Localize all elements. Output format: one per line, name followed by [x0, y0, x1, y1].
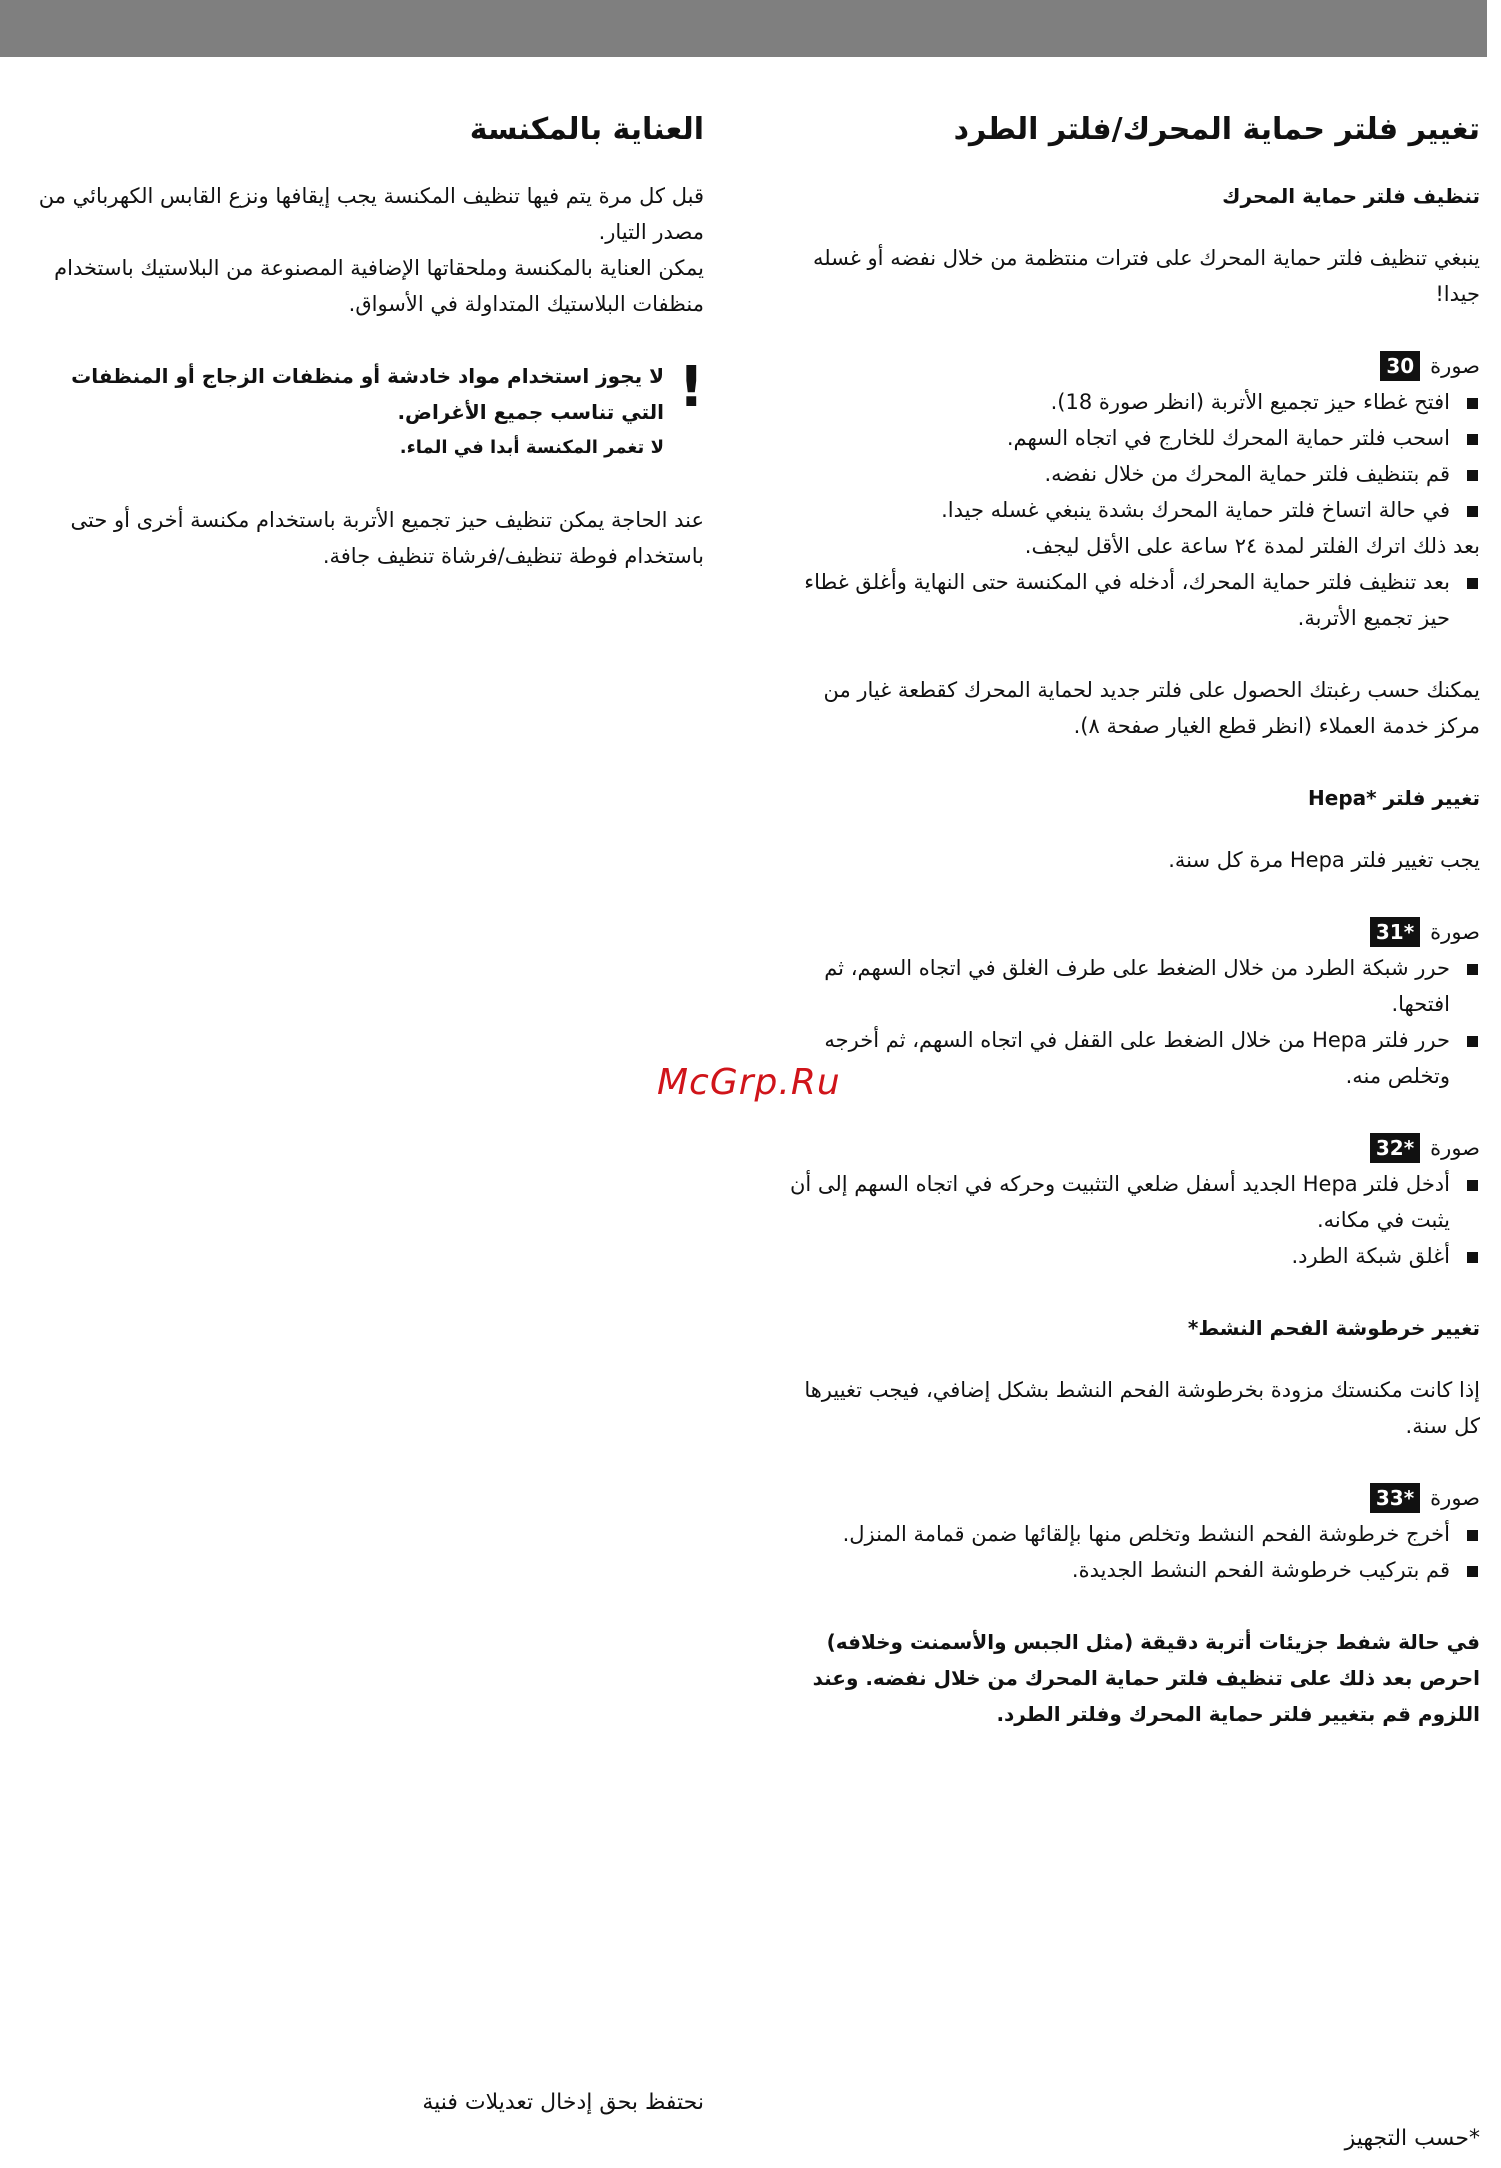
care-para-unplug: قبل كل مرة يتم فيها تنظيف المكنسة يجب إيقافها ونزع القابس الكهربائي من مصدر التيار. — [38, 184, 704, 244]
clean-motor-intro: ينبغي تنظيف فلتر حماية المحرك على فترات منتظمة من خلال نفضه أو غسله جيدا! — [812, 246, 1480, 306]
care-para-dust-bin: عند الحاجة يمكن تنظيف حيز تجميع الأتربة باستخدام مكنسة أخرى أو حتى باستخدام فوطة تنظيف/فرشاة تنظيف جافة. — [70, 508, 704, 568]
figure-label: صورة — [1430, 1136, 1480, 1160]
heading-clean-motor-filter: تنظيف فلتر حماية المحرك — [1222, 184, 1480, 208]
list-item: قم بتركيب خرطوشة الفحم النشط الجديدة. — [780, 1552, 1480, 1588]
list-item: أغلق شبكة الطرد. — [780, 1238, 1480, 1274]
figure-number: 33* — [1370, 1483, 1420, 1513]
list-item: أخرج خرطوشة الفحم النشط وتخلص منها بإلقائها ضمن قمامة المنزل. — [780, 1516, 1480, 1552]
list-item: قم بتنظيف فلتر حماية المحرك من خلال نفضه. — [780, 456, 1480, 492]
figure-ref-30 — [780, 348, 1480, 384]
warning-block — [24, 355, 704, 466]
clean-motor-final-step — [780, 564, 1480, 636]
technical-changes-note: نحتفظ بحق إدخال تعديلات فنية — [422, 2090, 704, 2115]
figure-label: صورة — [1430, 354, 1480, 378]
heading-hepa: تغيير فلتر *Hepa — [1308, 786, 1480, 810]
watermark: McGrp.Ru — [657, 1062, 841, 1103]
figure-ref-31 — [780, 914, 1480, 950]
carbon-steps — [780, 1516, 1480, 1588]
hepa-intro: يجب تغيير فلتر Hepa مرة كل سنة. — [1168, 848, 1480, 872]
clean-motor-steps — [780, 384, 1480, 528]
list-item: في حالة اتساخ فلتر حماية المحرك بشدة ينبغي غسله جيدا. — [780, 492, 1480, 528]
section-title-care: العناية بالمكنسة — [469, 112, 704, 147]
section-title-filter-change: تغيير فلتر حماية المحرك/فلتر الطرد — [953, 112, 1480, 147]
figure-label: صورة — [1430, 920, 1480, 944]
figure-number: 32* — [1370, 1133, 1420, 1163]
list-item: افتح غطاء حيز تجميع الأتربة (انظر صورة 18). — [780, 384, 1480, 420]
hepa-steps-31 — [780, 950, 1480, 1094]
drying-note: بعد ذلك اترك الفلتر لمدة ٢٤ ساعة على الأقل ليجف. — [1024, 534, 1480, 558]
list-item: أدخل فلتر Hepa الجديد أسفل ضلعي التثبيت وحركه في اتجاه السهم إلى أن يثبت في مكانه. — [780, 1166, 1480, 1238]
list-item: حرر فلتر Hepa من خلال الضغط على القفل في اتجاه السهم، ثم أخرجه وتخلص منه. — [780, 1022, 1480, 1094]
figure-number: 31* — [1370, 917, 1420, 947]
top-gray-bar — [0, 0, 1487, 57]
figure-label: صورة — [1430, 1486, 1480, 1510]
fine-dust-note: في حالة شفط جزيئات أتربة دقيقة (مثل الجبس والأسمنت وخلافه) احرص بعد ذلك على تنظيف فلتر حماية المحرك من خلال نفضه. وعند اللزوم قم بتغيير فلتر حماية المحرك وفلتر الطرد. — [812, 1630, 1480, 1726]
hepa-steps-32 — [780, 1166, 1480, 1274]
list-item: حرر شبكة الطرد من خلال الضغط على طرف الغلق في اتجاه السهم، ثم افتحها. — [780, 950, 1480, 1022]
right-column — [780, 108, 1480, 1768]
carbon-intro: إذا كانت مكنستك مزودة بخرطوشة الفحم النشط بشكل إضافي، فيجب تغييرها كل سنة. — [804, 1378, 1480, 1438]
warning-abrasives: لا يجوز استخدام مواد خادشة أو منظفات الزجاج أو المنظفات التي تناسب جميع الأغراض. — [71, 364, 664, 424]
warning-water: لا تغمر المكنسة أبدا في الماء. — [399, 437, 664, 458]
warning-icon: ! — [678, 355, 704, 420]
figure-number: 30 — [1380, 351, 1420, 381]
care-para-plastic: يمكن العناية بالمكنسة وملحقاتها الإضافية المصنوعة من البلاستيك باستخدام منظفات البلاستيك المتداولة في الأسواق. — [54, 256, 704, 316]
spare-part-note: يمكنك حسب رغبتك الحصول على فلتر جديد لحماية المحرك كقطعة غيار من مركز خدمة العملاء (انظر قطع الغيار صفحة ٨). — [823, 678, 1480, 738]
figure-ref-32 — [780, 1130, 1480, 1166]
heading-carbon-cartridge: تغيير خرطوشة الفحم النشط* — [1187, 1316, 1480, 1340]
left-column — [24, 108, 704, 610]
figure-ref-33 — [780, 1480, 1480, 1516]
equipment-footnote: *حسب التجهيز — [1344, 2126, 1480, 2151]
list-item: بعد تنظيف فلتر حماية المحرك، أدخله في المكنسة حتى النهاية وأغلق غطاء حيز تجميع الأتربة. — [780, 564, 1480, 636]
list-item: اسحب فلتر حماية المحرك للخارج في اتجاه السهم. — [780, 420, 1480, 456]
